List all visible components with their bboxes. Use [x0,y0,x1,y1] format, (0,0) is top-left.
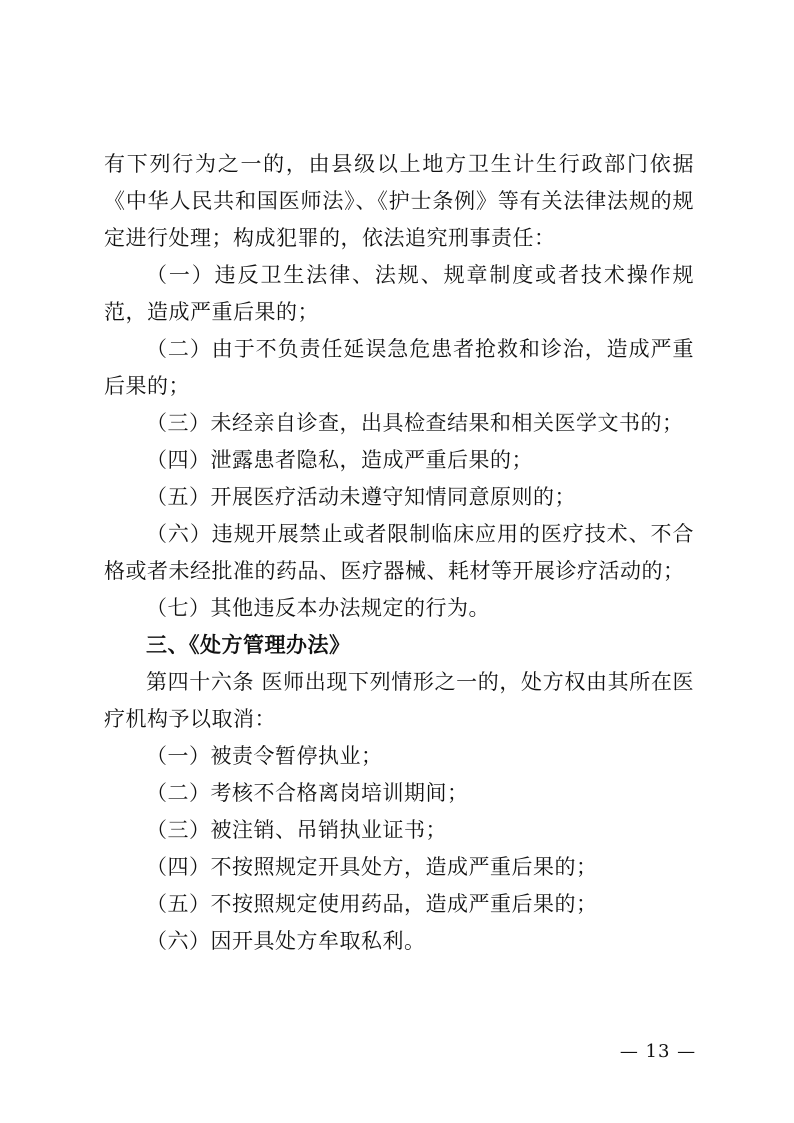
article-46-item-4: （四）不按照规定开具处方，造成严重后果的； [146,855,598,879]
article-46-item-2: （二）考核不合格离岗培训期间； [146,781,469,805]
list-item-6: （六）违规开展禁止或者限制临床应用的医疗技术、不合格或者未经批准的药品、医疗器械、耗材等开展诊疗活动的； [104,522,694,583]
list-item-1: （一）违反卫生法律、法规、规章制度或者技术操作规范，造成严重后果的； [104,263,694,324]
page-number: — 13 — [619,1041,697,1062]
list-item-7: （七）其他违反本办法规定的行为。 [146,596,490,620]
article-46-item-6: （六）因开具处方牟取私利。 [146,929,426,953]
article-46-item-1: （一）被责令暂停执业； [146,744,383,768]
paragraph-intro: 有下列行为之一的，由县级以上地方卫生计生行政部门依据《中华人民共和国医师法》、《护士条例》等有关法律法规的规定进行处理；构成犯罪的，依法追究刑事责任： [104,152,694,250]
section-heading: 三、《处方管理办法》 [146,633,351,657]
article-46: 第四十六条 医师出现下列情形之一的，处方权由其所在医疗机构予以取消： [104,670,694,731]
list-item-4: （四）泄露患者隐私，造成严重后果的； [146,448,533,472]
list-item-3: （三）未经亲自诊查，出具检查结果和相关医学文书的； [146,411,684,435]
article-46-item-5: （五）不按照规定使用药品，造成严重后果的； [146,892,598,916]
list-item-5: （五）开展医疗活动未遵守知情同意原则的； [146,485,576,509]
article-46-item-3: （三）被注销、吊销执业证书； [146,818,447,842]
document-body [104,146,694,960]
list-item-2: （二）由于不负责任延误急危患者抢救和诊治，造成严重后果的； [104,337,694,398]
